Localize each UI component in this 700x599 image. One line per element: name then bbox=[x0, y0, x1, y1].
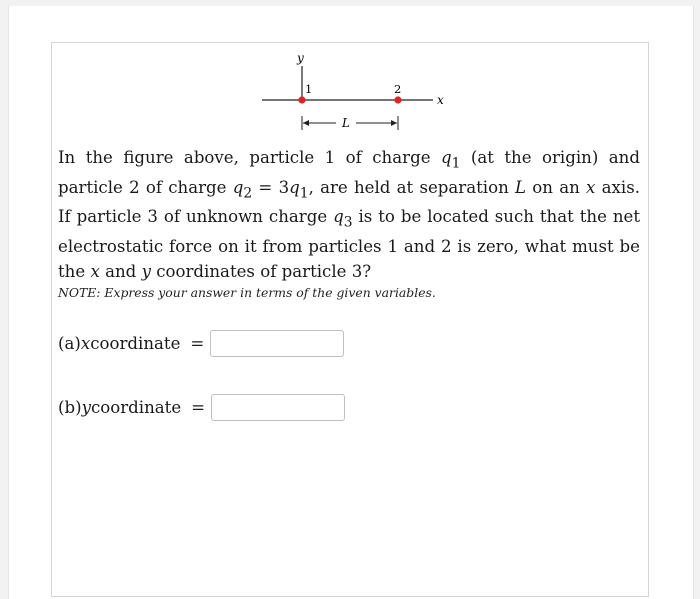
answer-a-variable: x bbox=[80, 333, 91, 353]
note-text: NOTE: Express your answer in terms of the given variables. bbox=[58, 285, 436, 300]
y-axis-label: y bbox=[297, 51, 304, 65]
particle-2-label: 2 bbox=[394, 82, 402, 96]
answer-row-y bbox=[58, 392, 345, 422]
answer-a-label: coordinate bbox=[90, 333, 181, 353]
answer-b-label: coordinate bbox=[90, 397, 182, 417]
particle-1-label: 1 bbox=[305, 82, 313, 96]
x-coordinate-input[interactable] bbox=[210, 330, 344, 357]
x-axis-label: x bbox=[437, 93, 444, 107]
dimension-arrow-left bbox=[303, 120, 309, 126]
y-coordinate-input[interactable] bbox=[211, 394, 345, 421]
answer-b-prefix: (b) bbox=[58, 397, 82, 417]
question-text: In the figure above, particle 1 of charge $q_1$ (at the origin) and particle 2 of charge $q_2 = 3q_1$, are held at separation L on an x axis. If particle 3 of unknown charge $q_3$ is to be located such that the net electrostatic force on it from particles 1 and 2 is zero, what must be the x and y coordinates of particle 3? bbox=[58, 148, 641, 281]
particle-2 bbox=[394, 96, 401, 103]
particle-1 bbox=[298, 96, 305, 103]
answer-b-equals: = bbox=[191, 397, 206, 417]
answer-a-prefix: (a) bbox=[58, 333, 81, 353]
dimension-arrow-right bbox=[391, 120, 397, 126]
answer-row-x bbox=[58, 328, 344, 358]
answer-a-equals: = bbox=[190, 333, 205, 353]
answer-b-variable: y bbox=[81, 397, 91, 417]
separation-label: L bbox=[342, 116, 350, 130]
charge-diagram bbox=[0, 0, 700, 140]
